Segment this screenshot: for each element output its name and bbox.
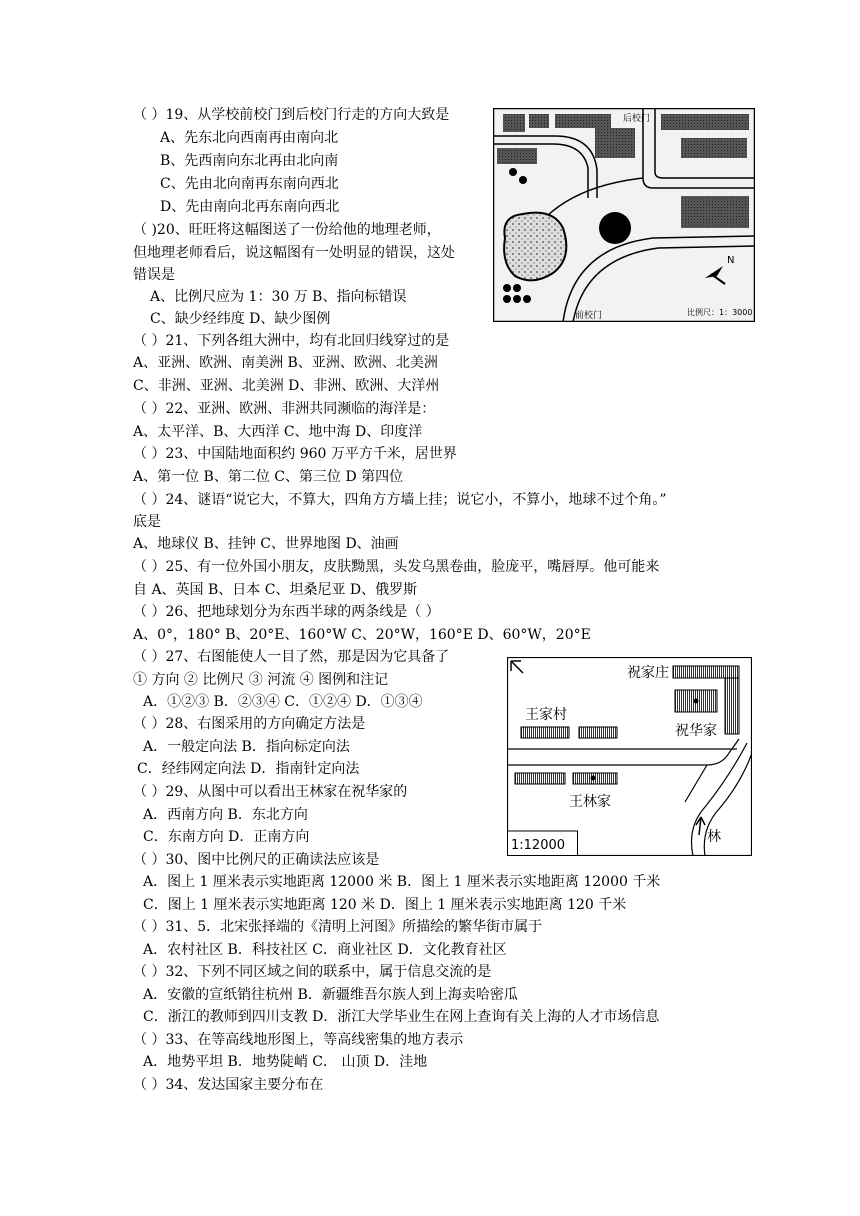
q21-stem: （ ）21、下列各组大洲中，均有北回归线穿过的是 [133, 333, 450, 349]
q20-stem-end: 错误是 [133, 267, 175, 283]
school-campus-map [493, 108, 755, 322]
front-gate-label: 前校门 [575, 311, 603, 321]
monument-circle [599, 212, 631, 244]
q25-stem: （ ）25、有一位外国小朋友，皮肤黝黑，头发乌黑卷曲，脸庞平，嘴唇厚。他可能来 [133, 559, 660, 575]
wanglinjia-dot [591, 776, 596, 781]
zhujiazhuang-building [725, 678, 739, 734]
q19-option-a: A、先东北向西南再由南向北 [160, 130, 339, 146]
wangjiacun-building [521, 727, 569, 738]
q22-options: A、太平洋、B、大西洋 C、地中海 D、印度洋 [133, 424, 423, 440]
q19-option-c: C、先由北向南再东南向西北 [160, 176, 339, 192]
q25-options: 自 A、英国 B、日本 C、坦桑尼亚 D、俄罗斯 [133, 582, 418, 598]
wangjiacun-building [579, 727, 617, 738]
q21-options-cd: C、非洲、亚洲、北美洲 D、非洲、欧洲、大洋州 [133, 378, 440, 394]
building [681, 196, 749, 228]
q26-stem: （ ）26、把地球划分为东西半球的两条线是（ ） [133, 604, 440, 620]
building [497, 148, 537, 164]
scale-label: 比例尺：1：3000 [687, 308, 753, 317]
q33-options: A．地势平坦 B．地势陡峭 C． 山顶 D．洼地 [143, 1054, 428, 1070]
q30-options-ab: A．图上 1 厘米表示实地距离 12000 米 B．图上 1 厘米表示实地距离 12000 千米 [143, 874, 661, 890]
q29-options-ab: A．西南方向 B．东北方向 [143, 807, 308, 823]
zhuhuajia-dot [694, 699, 699, 704]
zhuhuajia-label: 祝华家 [675, 723, 717, 739]
q29-options-cd: C．东南方向 D．正南方向 [143, 829, 310, 845]
q27-options: A．①②③ B．②③④ C．①②④ D．①③④ [143, 694, 423, 710]
q30-stem: （ ）30、图中比例尺的正确读法应该是 [133, 852, 380, 868]
scale-label: 1:12000 [511, 838, 566, 853]
q33-stem: （ ）33、在等高线地形图上，等高线密集的地方表示 [133, 1032, 464, 1048]
building [515, 773, 565, 784]
q27-stem: （ ）27、右图能使人一目了然，那是因为它具备了 [133, 649, 450, 665]
q28-options-ab: A．一般定向法 B．指向标定向法 [143, 739, 350, 755]
q32-stem: （ ）32、下列不同区域之间的联系中，属于信息交流的是 [133, 964, 492, 980]
q19-option-b: B、先西南向东北再由北向南 [160, 153, 339, 169]
building [681, 138, 747, 158]
q28-options-cd: C．经纬网定向法 D．指南针定向法 [137, 761, 360, 777]
village-map [507, 657, 752, 856]
wanglinjia-label: 王林家 [569, 794, 611, 810]
q24-options: A、地球仪 B、挂钟 C、世界地图 D、油画 [133, 536, 399, 552]
q23-options: A、第一位 B、第二位 C、第三位 D 第四位 [133, 469, 404, 485]
q32-options-ab: A．安徽的宣纸销往杭州 B．新疆维吾尔族人到上海卖哈密瓜 [143, 987, 518, 1003]
q24-stem: （ ）24、谜语“说它大，不算大，四角方方墙上挂；说它小，不算小，地球不过个角。” [133, 492, 667, 508]
q19-stem: （ ）19、从学校前校门到后校门行走的方向大致是 [133, 107, 450, 123]
q29-stem: （ ）29、从图中可以看出王林家在祝华家的 [133, 784, 408, 800]
svg-text:N: N [727, 255, 735, 266]
zhujiazhuang-building [673, 666, 739, 678]
q34-stem: （ ）34、发达国家主要分布在 [133, 1077, 324, 1093]
q20-options-ab: A、比例尺应为 1：30 万 B、指向标错误 [150, 289, 407, 305]
q24-stem-end: 底是 [133, 514, 161, 530]
building [555, 114, 611, 128]
q27-items: ① 方向 ② 比例尺 ③ 河流 ④ 图例和注记 [133, 672, 389, 688]
q31-stem: （ ）31、5．北宋张择端的《清明上河图》所描绘的繁华街市属于 [133, 919, 543, 935]
building [529, 114, 549, 128]
back-gate-label: 后校门 [623, 114, 651, 124]
building [595, 128, 635, 158]
q26-options: A、0°，180° B、20°E、160°W C、20°W，160°E D、60°W，20°E [133, 627, 591, 643]
q31-options: A．农村社区 B．科技社区 C．商业社区 D．文化教育社区 [143, 942, 507, 958]
q23-stem: （ ）23、中国陆地面积约 960 万平方千米，居世界 [133, 446, 457, 462]
building [503, 114, 525, 132]
q20-stem-cont: 但地理老师看后，说这幅图有一处明显的错误，这处 [133, 245, 455, 261]
q32-options-cd: C．浙江的教师到四川支教 D．浙江大学毕业生在网上查询有关上海的人才市场信息 [143, 1009, 660, 1025]
building [661, 114, 749, 130]
q28-stem: （ ）28、右图采用的方向确定方法是 [133, 716, 366, 732]
lin-label: 林 [707, 829, 721, 845]
q19-option-d: D、先由南向北再东南向西北 [160, 199, 340, 215]
q30-options-cd: C．图上 1 厘米表示实地距离 120 米 D．图上 1 厘米表示实地距离 120 千米 [143, 897, 627, 913]
wangjiacun-label: 王家村 [525, 707, 567, 723]
q21-options-ab: A、亚洲、欧洲、南美洲 B、亚洲、欧洲、北美洲 [133, 355, 438, 371]
q22-stem: （ ）22、亚洲、欧洲、非洲共同濒临的海洋是： [133, 401, 436, 417]
zhujiazhuang-label: 祝家庄 [627, 665, 669, 681]
q20-stem: （ )20、旺旺将这幅图送了一份给他的地理老师， [133, 222, 441, 238]
pond [504, 213, 566, 281]
q20-options-cd: C、缺少经纬度 D、缺少图例 [150, 311, 331, 327]
